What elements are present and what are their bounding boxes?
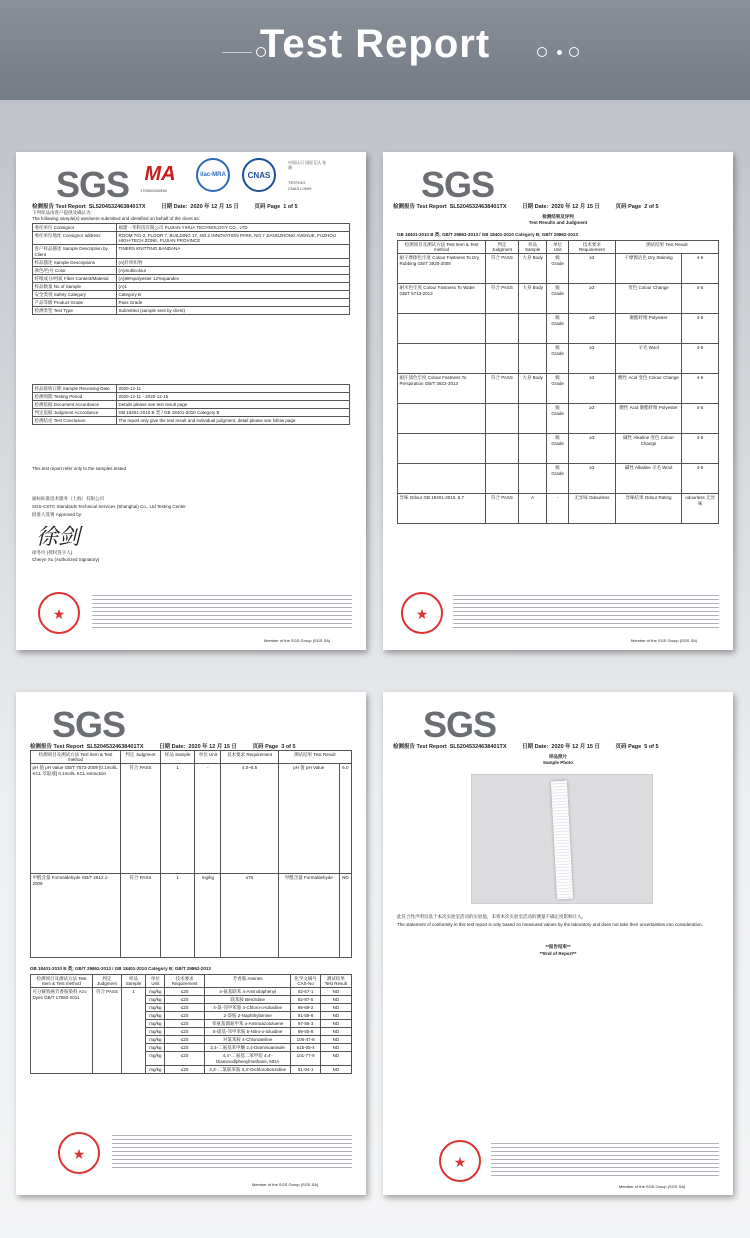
cell-item bbox=[398, 404, 486, 434]
sample-info-table bbox=[32, 223, 350, 315]
info-row bbox=[33, 282, 350, 290]
cell-result: ND bbox=[320, 1004, 351, 1012]
column-header: 样品 Sample bbox=[121, 975, 145, 988]
cell-kind: 干摩擦沾色 Dry Staining bbox=[615, 254, 681, 284]
company-seal bbox=[38, 592, 80, 634]
cell-judgment bbox=[486, 464, 519, 494]
standard-line: GB 18401-2010 B 类; GB/T 29862-2013 / GB 18401-2010 Category B; GB/T 29862-2013 bbox=[30, 966, 211, 971]
report-page-3 bbox=[16, 692, 366, 1195]
info-label: 样品描述 Sample Descriptions bbox=[33, 258, 117, 266]
fastness-table bbox=[397, 240, 719, 524]
signer-en: Cheryn Xu (Authorized Signatory) bbox=[32, 557, 100, 562]
cell-cas: 106-47-8 bbox=[291, 1036, 320, 1044]
cnas-mark: CNAS bbox=[242, 158, 276, 192]
cell-amine: 5-硝基-邻甲苯胺 5-Nitro-o-toluidine bbox=[204, 1028, 291, 1036]
cell-cas: 92-87-5 bbox=[291, 996, 320, 1004]
report-page-5 bbox=[383, 692, 733, 1195]
page-title: Test Report bbox=[259, 22, 491, 66]
dot-icon bbox=[557, 50, 562, 55]
terms-fine-print bbox=[453, 592, 719, 630]
column-header: 技术要求 Requirement bbox=[165, 975, 204, 988]
cell-unit: mg/kg bbox=[146, 996, 165, 1004]
info-value: Pass Grade bbox=[117, 298, 350, 306]
ph-formaldehyde-table bbox=[30, 750, 352, 958]
cell-unit: 级 Grade bbox=[547, 404, 569, 434]
column-header: 测试结果 Test Result bbox=[615, 241, 718, 254]
cell-result: ND bbox=[320, 1028, 351, 1036]
bandana-sample bbox=[551, 781, 573, 900]
info-label: 样品接收日期 Sample Receiving Date bbox=[33, 385, 117, 393]
cell-requirement: ≤20 bbox=[165, 1052, 204, 1065]
info-row bbox=[33, 417, 350, 425]
cell-amine: 对氯苯胺 4-Chloroaniline bbox=[204, 1036, 291, 1044]
cell-kind: 羊毛 Wool bbox=[615, 344, 681, 374]
cell-unit: mg/kg bbox=[146, 1012, 165, 1020]
cell-unit: mg/kg bbox=[146, 988, 165, 996]
cell-req: ≥3 bbox=[568, 374, 615, 404]
azo-dyes-table bbox=[30, 974, 352, 1074]
info-row bbox=[33, 298, 350, 306]
cell-result: ND bbox=[320, 1052, 351, 1065]
info-label: 委托单位 Consignor bbox=[33, 224, 117, 232]
cell-amine: 3,3'-二氯联苯胺 3,3'-Dichlorobenzidine bbox=[204, 1065, 291, 1073]
cell-item bbox=[398, 314, 486, 344]
cell-kind: 酸性 Acid 聚酯纤维 Polyester bbox=[615, 404, 681, 434]
column-header: 判定 Judgment bbox=[486, 241, 519, 254]
cell-azo_item: 可分解致癌芳香胺染料 Azo Dyes GB/T 17592-2011 bbox=[31, 988, 93, 1073]
intro-cn: 下列样品由客户提供及确认为: bbox=[32, 210, 92, 215]
member-footer: Member of the SGS Group (SGS SA) bbox=[619, 1184, 686, 1189]
info-value: Details please see test result page bbox=[117, 401, 350, 409]
cell-result: ND bbox=[320, 1020, 351, 1028]
cma-mark: MA bbox=[144, 162, 176, 185]
cell-amine: 联苯胺 Benzidine bbox=[204, 996, 291, 1004]
column-header: 技术要求 Requirement bbox=[568, 241, 615, 254]
info-row bbox=[33, 266, 350, 274]
member-footer: Member of the SGS Group (SGS SA) bbox=[252, 1182, 319, 1187]
cell-judgment bbox=[486, 314, 519, 344]
info-row bbox=[33, 258, 350, 266]
info-label: 安全类别 Safety Category bbox=[33, 290, 117, 298]
cell-cas: 91-94-1 bbox=[291, 1065, 320, 1073]
member-footer: Member of the SGS Group (SGS SA) bbox=[264, 638, 331, 643]
terms-fine-print bbox=[92, 592, 352, 630]
photo-title-cn: 样品照片 bbox=[549, 754, 567, 759]
table-row bbox=[31, 988, 352, 996]
table-row bbox=[398, 284, 719, 314]
info-label: 纤维成分/材质 Fiber Content/Material bbox=[33, 274, 117, 282]
cell-result: ND bbox=[320, 1012, 351, 1020]
info-value: GB 18401-2010 B 类 / GB 18401-2010 Category B bbox=[117, 409, 350, 417]
table-row bbox=[398, 344, 719, 374]
cell-result: ND bbox=[320, 1044, 351, 1052]
cell-item bbox=[398, 464, 486, 494]
sample-photo bbox=[471, 774, 653, 904]
column-header: 检测项目及测试方法 Test Item & Test method bbox=[31, 975, 93, 988]
cell-result: 4-5 bbox=[682, 464, 719, 494]
cell-unit: mg/kg bbox=[146, 1065, 165, 1073]
testing-info-table bbox=[32, 384, 350, 425]
cell-amine: 4-氯-邻甲苯胺 4-Chloro-o-toluidine bbox=[204, 1004, 291, 1012]
cell-unit: 级 Grade bbox=[547, 284, 569, 314]
info-label: 检测类型 Test Type bbox=[33, 306, 117, 314]
company-seal bbox=[439, 1140, 481, 1182]
cell-sample: 大身 Body bbox=[518, 254, 546, 284]
table-row bbox=[398, 464, 719, 494]
intro-en: The following sample(s) was/were submitted and identified on behalf of the client as: bbox=[32, 216, 200, 221]
cell-unit: mg/kg bbox=[146, 1044, 165, 1052]
table-header bbox=[398, 241, 719, 254]
cell-requirement: ≤20 bbox=[165, 1020, 204, 1028]
info-label: 检测依据 Document Accordance bbox=[33, 401, 117, 409]
circle-icon bbox=[537, 47, 547, 57]
column-header: 样品 Sample bbox=[518, 241, 546, 254]
cnas-testing: TESTING bbox=[288, 180, 306, 185]
cell-req: 无异味 Odourless bbox=[568, 494, 615, 524]
info-value: The report only give the test result and individual judgment, detail please see follow page. bbox=[117, 417, 350, 425]
cell-result: 4-5 bbox=[682, 344, 719, 374]
cell-sample: 大身 Body bbox=[518, 374, 546, 404]
info-row bbox=[33, 245, 350, 258]
cell-unit: 级 Grade bbox=[547, 464, 569, 494]
table-row: 甲醛含量 Formaldehyde GB/T 2912.1-2009 符合 PASS 1 mg/kg ≤75 甲醛含量 Formaldehyde ND bbox=[31, 874, 352, 958]
cell-kind: 聚酯纤维 Polyester bbox=[615, 314, 681, 344]
column-header: 单位 Unit bbox=[547, 241, 569, 254]
cell-sample bbox=[518, 434, 546, 464]
cell-result: ND bbox=[320, 1036, 351, 1044]
table-row bbox=[398, 404, 719, 434]
sgs-logo: SGS bbox=[423, 704, 497, 745]
cell-requirement: ≤20 bbox=[165, 996, 204, 1004]
cell-unit: 级 Grade bbox=[547, 344, 569, 374]
cell-judgment bbox=[486, 434, 519, 464]
info-label: 客户样品描述 Sample Description by Client bbox=[33, 245, 117, 258]
info-value: 2020-12-11 bbox=[117, 385, 350, 393]
cnas-caption: 中国认可 国际互认 检测 bbox=[288, 160, 327, 170]
cell-result: ND bbox=[320, 996, 351, 1004]
cell-result: 4-5 bbox=[682, 284, 719, 314]
cell-result: 4-5 bbox=[682, 254, 719, 284]
report-header: 检测报告 Test Report SL52045324638401TX 日期 Date: 2020 年 12 月 15 日 页码 Page 2 of 5 bbox=[393, 204, 659, 210]
column-header: 样品 Sample bbox=[160, 751, 195, 764]
cell-cas: 95-69-2 bbox=[291, 1004, 320, 1012]
cell-item: 耐汗渍色牢度 Colour Fastness To Perspiration GB/T 3922-2013 bbox=[398, 374, 486, 404]
cell-judgment: 符合 PASS bbox=[486, 374, 519, 404]
sgs-logo: SGS bbox=[52, 704, 126, 745]
cell-unit: mg/kg bbox=[146, 1020, 165, 1028]
cell-result: 4-5 bbox=[682, 314, 719, 344]
cell-item: 异味 Odour GB 18401-2010, 6.7 bbox=[398, 494, 486, 524]
table-row bbox=[398, 494, 719, 524]
cell-azo_sample: 1 bbox=[121, 988, 145, 1073]
report-header: 检测报告 Test Report SL52045324638401TX 日期 Date: 2020 年 12 月 15 日 页码 Page 1 of 5 bbox=[32, 204, 298, 210]
info-value: TINERS KNITTING BANDANA bbox=[117, 245, 350, 258]
cell-judgment: 符合 PASS bbox=[486, 284, 519, 314]
terms-fine-print bbox=[491, 1140, 719, 1176]
cell-kind: 异味结果 Odour Rating bbox=[615, 494, 681, 524]
cell-unit: mg/kg bbox=[146, 1004, 165, 1012]
member-footer: Member of the SGS Group (SGS SA) bbox=[631, 638, 698, 643]
cell-judgment bbox=[486, 404, 519, 434]
cell-cas: 615-05-4 bbox=[291, 1044, 320, 1052]
info-value: ROOM 701-2, FLOOR 7, BUILDING 17, NO.2 INNOVATION PARK, NO.7 JIANGZHONG AVENUE, FUZHOU HIGH-TECH ZONE, FUJIAN PROVINCE bbox=[117, 232, 350, 245]
cell-result: ND bbox=[320, 1065, 351, 1073]
info-value: 福建一华科技有限公司 FUJIAN YIHUA TECHNOLOGY CO., LTD bbox=[117, 224, 350, 232]
cell-requirement: ≤20 bbox=[165, 1065, 204, 1073]
results-title-en: Test Results and Judgment bbox=[528, 220, 588, 225]
table-row bbox=[398, 254, 719, 284]
column-header: 测试结果 Test Result bbox=[320, 975, 351, 988]
cell-req: ≥3 bbox=[568, 344, 615, 374]
info-value: (A)1 bbox=[117, 282, 350, 290]
column-header: 技术要求 Requirement bbox=[221, 751, 278, 764]
info-label: 检测周期 Testing Period bbox=[33, 393, 117, 401]
cell-result: 4-5 bbox=[682, 404, 719, 434]
cell-req: ≥3 bbox=[568, 314, 615, 344]
cell-item: 耐水色牢度 Colour Fastness To Water GB/T 5713-2013 bbox=[398, 284, 486, 314]
info-label: 判定依据 Judgment Accordance bbox=[33, 409, 117, 417]
report-header: 检测报告 Test Report SL52045324638401TX 日期 Date: 2020 年 12 月 15 日 页码 Page 5 of 5 bbox=[393, 744, 659, 750]
table-row bbox=[398, 374, 719, 404]
info-row bbox=[33, 385, 350, 393]
statement-en: The statement of conformity in this test report is only based on measured values by the laboratory and does not take their uncertainties into consideration. bbox=[397, 922, 703, 927]
cell-unit: 级 Grade bbox=[547, 374, 569, 404]
cell-cas: 99-55-8 bbox=[291, 1028, 320, 1036]
cell-item: 耐干摩擦色牢度 Colour Fastness To Dry Rubbing GB/T 3920-2008 bbox=[398, 254, 486, 284]
info-row bbox=[33, 274, 350, 282]
lab-name-cn: 通标标准技术服务（上海）有限公司 bbox=[32, 496, 104, 501]
cell-judgment: 符合 PASS bbox=[486, 494, 519, 524]
info-value: Category B bbox=[117, 290, 350, 298]
info-row bbox=[33, 393, 350, 401]
photo-title-en: Sample Photo bbox=[542, 760, 573, 765]
cell-kind: 碱性 Alkaline 变色 Colour Change bbox=[615, 434, 681, 464]
cell-req: ≥3 bbox=[568, 404, 615, 434]
info-row bbox=[33, 232, 350, 245]
standard-line: GB 18401-2010 B 类; GB/T 29862-2013 / GB 18401-2010 Category B; GB/T 29862-2013 bbox=[397, 232, 578, 237]
statement-cn: 此符合性声明仅基于本次实验室活动的实验值，未将本次实验室活动的测量不确定度影响计入。 bbox=[397, 914, 586, 919]
info-value: 2020-12-11 - 2020-12-15 bbox=[117, 393, 350, 401]
cell-unit: 级 Grade bbox=[547, 314, 569, 344]
lab-name-en: SGS-CSTC Standards Technical Services (Shanghai) Co., Ltd Testing Center bbox=[32, 504, 186, 509]
cell-req: ≥3 bbox=[568, 464, 615, 494]
cell-amine: 邻氨基偶氮甲苯 o-Aminoazotoluene bbox=[204, 1020, 291, 1028]
cell-sample bbox=[518, 314, 546, 344]
cell-amine: 4-氨基联苯 4-Aminobiphenyl bbox=[204, 988, 291, 996]
results-title-cn: 检测结果及评判 bbox=[542, 214, 574, 219]
samples-note: This test report refer only to the samples tested bbox=[32, 466, 127, 471]
info-row bbox=[33, 224, 350, 232]
cell-cas: 92-67-1 bbox=[291, 988, 320, 996]
cell-result: 4-5 bbox=[682, 374, 719, 404]
column-header: 单位 Unit bbox=[195, 751, 221, 764]
cell-amine: 2,4-二氨基苯甲醚 2,4-Diaminoanisole bbox=[204, 1044, 291, 1052]
info-label: 检测结论 Test Conclusion bbox=[33, 417, 117, 425]
column-header: 化学文摘号 CAS-No bbox=[291, 975, 320, 988]
approved-by: 批准人签署 Approved by: bbox=[32, 512, 83, 517]
cell-req: ≥3 bbox=[568, 254, 615, 284]
cell-result: ND bbox=[320, 988, 351, 996]
cell-kind: 酸性 Acid 变色 Colour Change bbox=[615, 374, 681, 404]
cell-judgment: 符合 PASS bbox=[486, 254, 519, 284]
ilac-mark: ilac-MRA bbox=[196, 158, 230, 192]
info-value: (A)针织织物 bbox=[117, 258, 350, 266]
info-row bbox=[33, 306, 350, 314]
cell-unit: - bbox=[547, 494, 569, 524]
info-row bbox=[33, 401, 350, 409]
cell-unit: mg/kg bbox=[146, 1028, 165, 1036]
cell-requirement: ≤20 bbox=[165, 1028, 204, 1036]
column-header: 检测项目及测试方法 Test Item & Test method bbox=[398, 241, 486, 254]
column-header: 芳香胺 Amines bbox=[204, 975, 291, 988]
cell-kind: 碱性 Alkaline 羊毛 Wool bbox=[615, 464, 681, 494]
cell-sample: A bbox=[518, 494, 546, 524]
cell-amine: 4,4'-二氨基二苯甲烷 4,4'-Diaminodiphenylmethane, MDA bbox=[204, 1052, 291, 1065]
cell-cas: 101-77-9 bbox=[291, 1052, 320, 1065]
table-row bbox=[398, 434, 719, 464]
cell-requirement: ≤20 bbox=[165, 1012, 204, 1020]
cell-item bbox=[398, 434, 486, 464]
table-header bbox=[31, 975, 352, 988]
table-row: pH 值 pH Value GB/T 7573-2009 [0.1mol/L KCL 萃取液] 0.1mol/L KCL extraction 符合 PASS 1 - 4.0~8.5 pH 值 pH Value 6.0 bbox=[31, 764, 352, 874]
info-label: 颜色/色号 Color bbox=[33, 266, 117, 274]
info-value: (A)multicolour bbox=[117, 266, 350, 274]
cell-sample bbox=[518, 464, 546, 494]
company-seal bbox=[401, 592, 443, 634]
cell-sample: 大身 Body bbox=[518, 284, 546, 314]
cell-item bbox=[398, 344, 486, 374]
cell-result: odourless 无异味 bbox=[682, 494, 719, 524]
signature: 徐剑 bbox=[36, 525, 81, 550]
table-header bbox=[31, 751, 352, 764]
header-banner bbox=[0, 0, 750, 100]
column-header: 检测项目及测试方法 Test Item & Test method bbox=[31, 751, 121, 764]
cell-unit: mg/kg bbox=[146, 1036, 165, 1044]
column-header: 判定 Judgment bbox=[121, 751, 161, 764]
cnas-number: CNAS L0599 bbox=[288, 186, 312, 191]
sgs-logo: SGS bbox=[421, 164, 495, 205]
cell-azo_judgment: 符合 PASS bbox=[93, 988, 122, 1073]
sgs-logo: SGS bbox=[56, 164, 130, 205]
info-value: Submitted (sample sent by client) bbox=[117, 306, 350, 314]
column-header: 测试结果 Test Result bbox=[278, 751, 351, 764]
cell-sample bbox=[518, 344, 546, 374]
cma-number: 170900340938 bbox=[140, 188, 167, 193]
info-label: 样品数量 No of Sample bbox=[33, 282, 117, 290]
cell-requirement: ≤20 bbox=[165, 1036, 204, 1044]
circle-icon bbox=[569, 47, 579, 57]
cell-amine: 2-萘胺 2-Naphthylamine bbox=[204, 1012, 291, 1020]
end-of-report-cn: **报告结束** bbox=[545, 944, 571, 949]
cell-unit: 级 Grade bbox=[547, 254, 569, 284]
report-header: 检测报告 Test Report SL52045324638401TX 日期 Date: 2020 年 12 月 15 日 页码 Page 3 of 5 bbox=[30, 744, 296, 750]
info-label: 产品等级 Product Grade bbox=[33, 298, 117, 306]
cell-unit: 级 Grade bbox=[547, 434, 569, 464]
info-row bbox=[33, 409, 350, 417]
cell-cas: 97-56-3 bbox=[291, 1020, 320, 1028]
cell-sample bbox=[518, 404, 546, 434]
table-row bbox=[398, 314, 719, 344]
report-page-2 bbox=[383, 152, 733, 650]
info-value: (A)88%polyester 12%spandex bbox=[117, 274, 350, 282]
info-row bbox=[33, 290, 350, 298]
signer-cn: 徐冬玲 (授权签字人) bbox=[32, 550, 73, 555]
cell-requirement: ≤20 bbox=[165, 988, 204, 996]
cell-kind: 变色 Colour Change bbox=[615, 284, 681, 314]
cell-judgment bbox=[486, 344, 519, 374]
column-header: 单位 Unit bbox=[146, 975, 165, 988]
info-label: 委托单位地址 Consignor address bbox=[33, 232, 117, 245]
company-seal bbox=[58, 1132, 100, 1174]
column-header: 判定 Judgment bbox=[93, 975, 122, 988]
cell-unit: mg/kg bbox=[146, 1052, 165, 1065]
cell-result: 4-5 bbox=[682, 434, 719, 464]
cell-cas: 91-59-8 bbox=[291, 1012, 320, 1020]
terms-fine-print bbox=[112, 1132, 352, 1170]
end-of-report-en: **End of Report** bbox=[539, 951, 577, 956]
report-page-1 bbox=[16, 152, 366, 650]
cell-requirement: ≤20 bbox=[165, 1044, 204, 1052]
cell-req: ≥3 bbox=[568, 284, 615, 314]
cell-requirement: ≤20 bbox=[165, 1004, 204, 1012]
cell-req: ≥3 bbox=[568, 434, 615, 464]
